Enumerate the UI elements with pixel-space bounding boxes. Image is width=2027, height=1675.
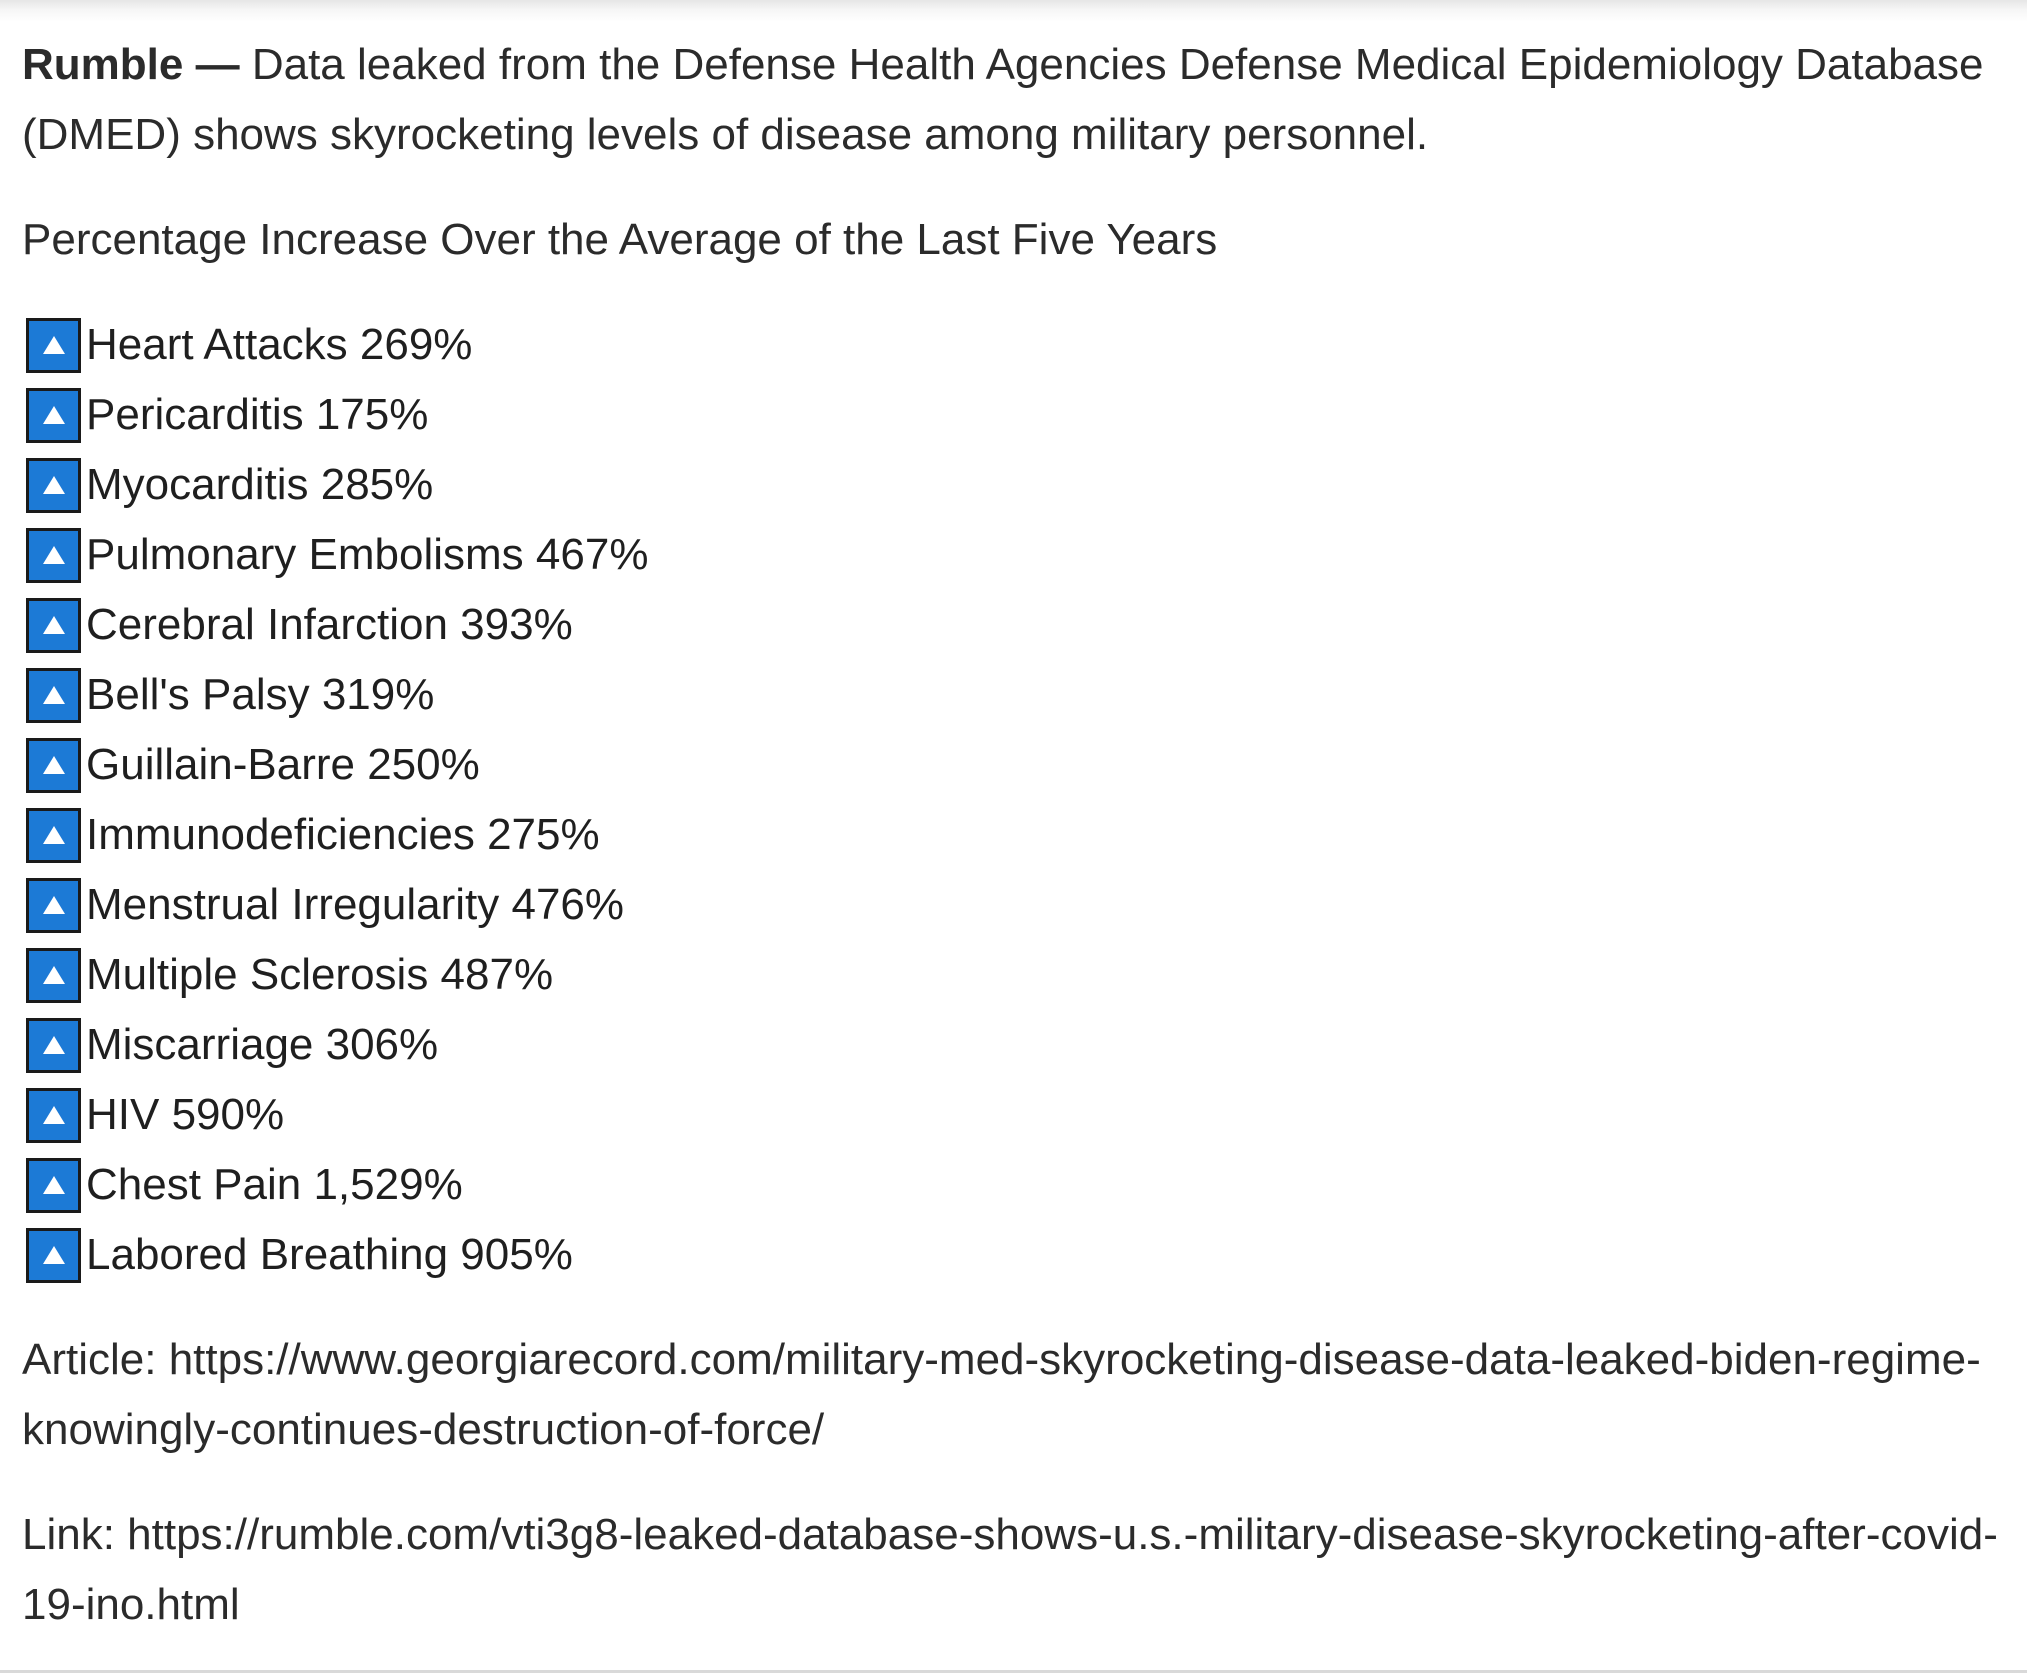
list-item xyxy=(22,800,2002,870)
list-item xyxy=(22,590,2002,660)
top-shadow xyxy=(0,0,2027,22)
up-arrow-button-icon xyxy=(26,1228,81,1283)
list-item-label: Multiple Sclerosis 487% xyxy=(86,950,554,999)
post-body xyxy=(22,30,2002,1675)
list-item xyxy=(22,730,2002,800)
up-arrow-button-icon xyxy=(26,1158,81,1213)
list-item xyxy=(22,1080,2002,1150)
list-item xyxy=(22,870,2002,940)
up-arrow-button-icon xyxy=(26,318,81,373)
list-item-label: Cerebral Infarction 393% xyxy=(86,600,573,649)
list-item xyxy=(22,660,2002,730)
list-item xyxy=(22,1150,2002,1220)
list-item-label: Pulmonary Embolisms 467% xyxy=(86,530,649,579)
up-arrow-button-icon xyxy=(26,1088,81,1143)
list-item-label: Menstrual Irregularity 476% xyxy=(86,880,625,929)
list-item xyxy=(22,940,2002,1010)
rumble-link[interactable]: Link: https://rumble.com/vti3g8-leaked-database-shows-u.s.-military-disease-skyrocketing-after-covid-19-ino.html xyxy=(22,1510,1998,1629)
list-item-label: Miscarriage 306% xyxy=(86,1020,439,1069)
list-item-label: Labored Breathing 905% xyxy=(86,1230,573,1279)
lead-text: Data leaked from the Defense Health Agencies Defense Medical Epidemiology Database (DMED) shows skyrocketing levels of disease among military personnel. xyxy=(22,40,1984,159)
article-link[interactable]: Article: https://www.georgiarecord.com/military-med-skyrocketing-disease-data-leaked-biden-regime-knowingly-continues-destruction-of-force/ xyxy=(22,1335,1981,1454)
list-item xyxy=(22,380,2002,450)
list-item-label: Myocarditis 285% xyxy=(86,460,434,509)
up-arrow-button-icon xyxy=(26,528,81,583)
up-arrow-button-icon xyxy=(26,668,81,723)
list-item xyxy=(22,1010,2002,1080)
list-item xyxy=(22,520,2002,590)
up-arrow-button-icon xyxy=(26,808,81,863)
lead-dash: — xyxy=(195,40,240,89)
list-item-label: Bell's Palsy 319% xyxy=(86,670,435,719)
list-item-label: Heart Attacks 269% xyxy=(86,320,473,369)
subheading: Percentage Increase Over the Average of the Last Five Years xyxy=(22,215,1218,264)
up-arrow-button-icon xyxy=(26,948,81,1003)
list-item-label: Chest Pain 1,529% xyxy=(86,1160,463,1209)
lead-paragraph xyxy=(22,30,2002,170)
stats-list xyxy=(22,310,2002,1290)
list-item xyxy=(22,310,2002,380)
up-arrow-button-icon xyxy=(26,738,81,793)
list-item-label: Pericarditis 175% xyxy=(86,390,429,439)
list-item xyxy=(22,450,2002,520)
up-arrow-button-icon xyxy=(26,1018,81,1073)
up-arrow-button-icon xyxy=(26,598,81,653)
up-arrow-button-icon xyxy=(26,458,81,513)
up-arrow-button-icon xyxy=(26,388,81,443)
lead-source: Rumble xyxy=(22,40,184,89)
list-item-label: HIV 590% xyxy=(86,1090,285,1139)
list-item-label: Immunodeficiencies 275% xyxy=(86,810,600,859)
up-arrow-button-icon xyxy=(26,878,81,933)
list-item xyxy=(22,1220,2002,1290)
list-item-label: Guillain-Barre 250% xyxy=(86,740,480,789)
